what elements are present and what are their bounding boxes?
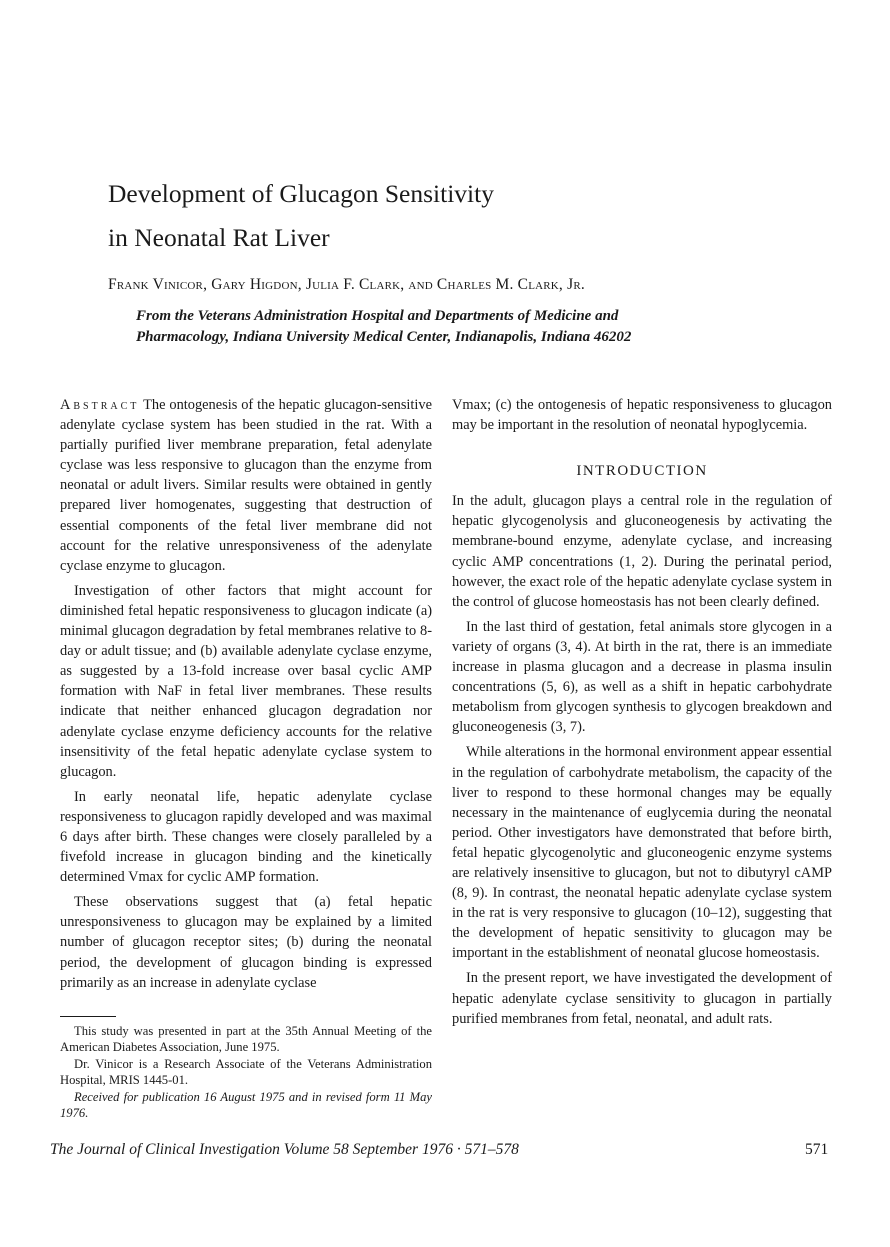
affiliation xyxy=(136,306,696,348)
footnote-rule xyxy=(60,1016,116,1017)
footnote-research-associate: Dr. Vinicor is a Research Associate of the Veterans Administration Hospital, MRIS 1445-01. xyxy=(60,1057,432,1087)
abstract-continuation: Vmax; (c) the ontogenesis of hepatic responsiveness to glucagon may be important in the resolution of neonatal hypoglycemia. xyxy=(452,397,832,434)
intro-paragraph-4: In the present report, we have investigated the development of hepatic adenylate cyclase sensitivity to glucagon in partially purified membranes from fetal, neonatal, and adult rats. xyxy=(452,970,832,1027)
abstract-paragraph-1 xyxy=(60,395,432,576)
journal-citation: The Journal of Clinical Investigation Volume 58 September 1976 · 571–578 xyxy=(50,1141,519,1158)
page-number: 571 xyxy=(805,1141,829,1158)
abstract-paragraph-3: In early neonatal life, hepatic adenylate cyclase responsiveness to glucagon rapidly developed and was maximal 6 days after birth. These changes were closely paralleled by a fivefold increase in glucagon binding and the kinetically determined Vmax for cyclic AMP formation. xyxy=(60,788,432,886)
abstract-label: Abstract xyxy=(60,397,140,413)
intro-paragraph-2: In the last third of gestation, fetal animals store glycogen in a variety of organs (3, 4). At birth in the rat, there is an immediate increase in plasma glucagon and a decrease in plasma insulin concentrations (5, 6), as well as a shift in hepatic carbohydrate metabolism from glycogen synthesis to glycogen breakdown and gluconeogenesis (3, 7). xyxy=(452,618,832,736)
abstract-paragraph-4: These observations suggest that (a) fetal hepatic unresponsiveness to glucagon may be explained by a limited number of glucagon receptor sites; (b) during the neonatal period, the development of glucagon binding is expressed primarily as an increase in adenylate cyclase xyxy=(60,894,432,991)
affiliation-line-2: Pharmacology, Indiana University Medical Center, Indianapolis, Indiana 46202 xyxy=(136,329,632,345)
title-line-2: in Neonatal Rat Liver xyxy=(108,223,330,252)
abstract-text-1: The ontogenesis of the hepatic glucagon-sensitive adenylate cyclase system has been studied in the rat. With a partially purified liver membrane preparation, fetal adenylate cyclase was less responsive to glucagon than the enzyme from neonatal or adult livers. Similar results were obtained in gently prepared liver homogenates, suggesting that destruction of essential components of the fetal liver membrane did not account for the relative unresponsiveness of the adenylate cyclase enzyme to glucagon. xyxy=(60,397,433,574)
footnotes xyxy=(60,1024,432,1123)
title-line-1: Development of Glucagon Sensitivity xyxy=(108,179,494,208)
intro-paragraph-3: While alterations in the hormonal environment appear essential in the regulation of carbohydrate metabolism, the capacity of the liver to respond to these hormonal changes may be equally necessary in the maintenance of euglycemia during the neonatal period. Other investigators have demonstrated that before birth, fetal hepatic glycogenolytic and gluconeogenic enzyme systems are relatively insensitive to glucagon, but not to dibutyryl cAMP (8, 9). In contrast, the neonatal hepatic adenylate cyclase system in the rat is very responsive to glucagon (10–12), suggesting that the development of hepatic sensitivity to glucagon may be important in the establishment of neonatal glucose homeostasis. xyxy=(452,744,832,962)
abstract-paragraph-2: Investigation of other factors that might account for diminished fetal hepatic responsiveness to glucagon indicate (a) minimal glucagon degradation by fetal membranes relative to 8-day or adult tissue; and (b) available adenylate cyclase enzyme, as suggested by a 13-fold increase over basal cyclic AMP formation with NaF in fetal liver membranes. These results indicate that neither enhanced glucagon degradation nor adenylate cyclase enzyme deficiency accounts for the relative insensitivity of the fetal hepatic adenylate cyclase system to glucagon. xyxy=(60,582,432,780)
section-heading-introduction: INTRODUCTION xyxy=(576,463,708,480)
left-column xyxy=(60,395,432,998)
footnote-presentation: This study was presented in part at the 35th Annual Meeting of the American Diabetes Association, June 1975. xyxy=(60,1024,432,1054)
footnote-received: Received for publication 16 August 1975 and in revised form 11 May 1976. xyxy=(60,1090,432,1120)
intro-paragraph-1: In the adult, glucagon plays a central role in the regulation of hepatic glycogenolysis and gluconeogenesis by activating the membrane-bound enzyme, adenylate cyclase, and increasing cyclic AMP concentrations (1, 2). During the perinatal period, however, the exact role of the hepatic adenylate cyclase system in the control of glucose homeostasis has not been clearly defined. xyxy=(452,493,832,610)
author-list: Frank Vinicor, Gary Higdon, Julia F. Clark, and Charles M. Clark, Jr. xyxy=(108,276,585,293)
affiliation-line-1: From the Veterans Administration Hospital and Departments of Medicine and xyxy=(136,308,619,324)
article-title xyxy=(108,172,768,260)
right-column xyxy=(452,395,832,1034)
